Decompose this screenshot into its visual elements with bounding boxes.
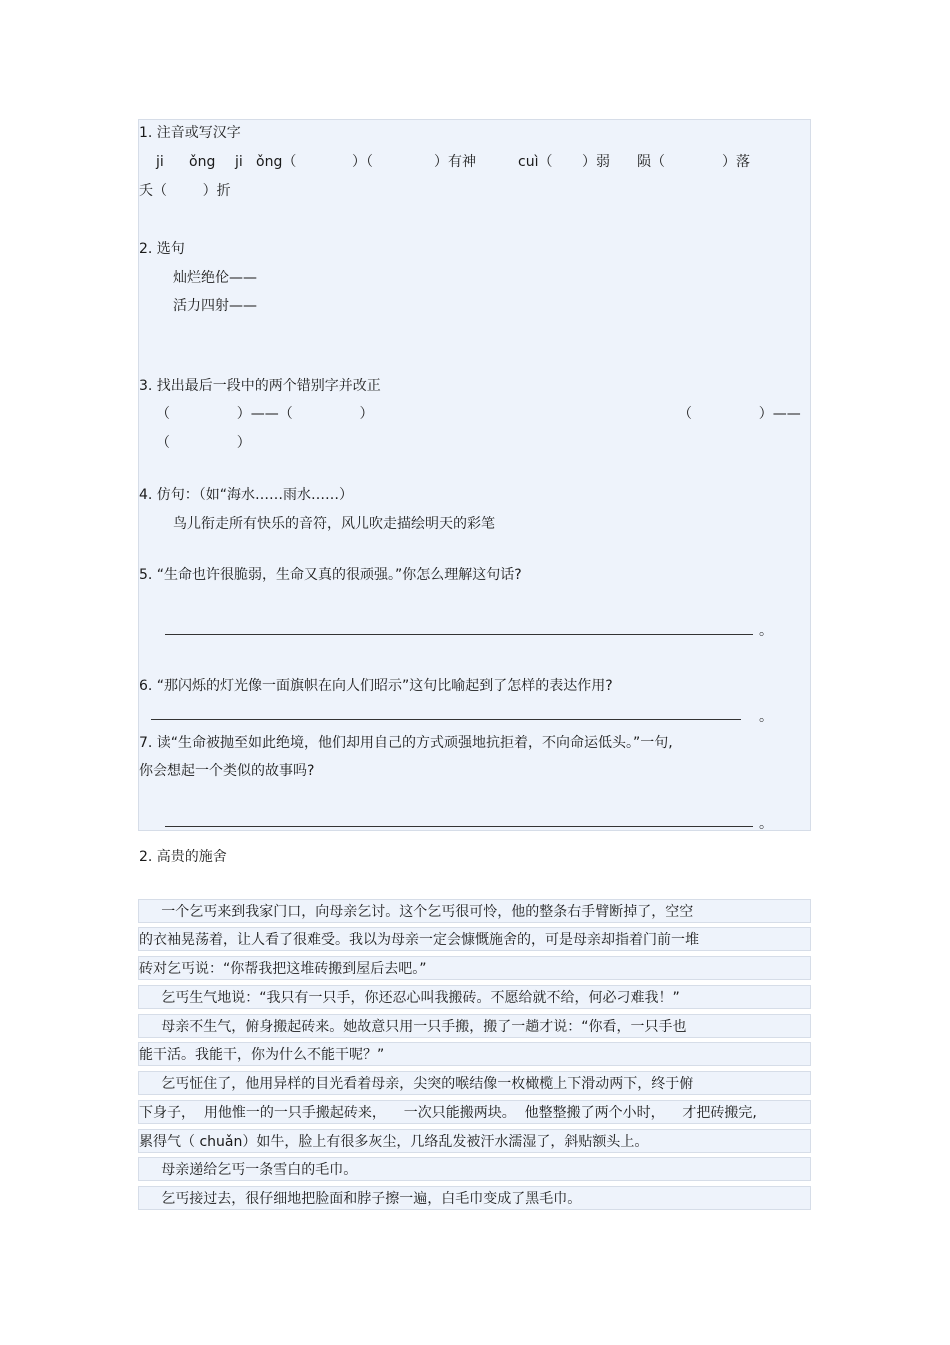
q6-period: 。 [759, 709, 773, 725]
story-line-text: 下身子， 用他惟一的一只手搬起砖来， 一次只能搬两块。 他整整搬了两个小时， 才把砖搬完, [139, 1105, 757, 1121]
story-line-text: 乞丐接过去，很仔细地把脸面和脖子擦一遍，白毛巾变成了黑毛巾。 [139, 1191, 582, 1207]
q1-word-1: ）有神 [434, 154, 476, 170]
q2-item-2: 活力四射—— [173, 298, 257, 314]
q2-title: 2. 选句 [139, 241, 185, 257]
story-line-text: 母亲不生气，俯身搬起砖来。她故意只用一只手搬，搬了一趟才说：“你看，一只手也 [139, 1019, 687, 1035]
q3-blank-third: （ ） [156, 435, 251, 451]
story-line [138, 1014, 811, 1038]
story-line-text: 累得气（ chuǎn）如牛，脸上有很多灰尘，几络乱发被汗水濡湿了，斜贴额头上。 [139, 1134, 649, 1150]
story-line [138, 1186, 811, 1210]
q2-item-1: 灿烂绝伦—— [173, 270, 257, 286]
story-line [138, 1100, 811, 1124]
q1-word-4: ）落 [722, 154, 750, 170]
q3-title: 3. 找出最后一段中的两个错别字并改正 [139, 378, 381, 394]
story-line-text: 的衣袖晃荡着，让人看了很难受。我以为母亲一定会慷慨施舍的，可是母亲却指着门前一堆 [139, 932, 699, 948]
story-line [138, 1129, 811, 1153]
story-line [138, 927, 811, 951]
q1-pinyin-3: ji [235, 154, 243, 170]
story-line-text: 砖对乞丐说：“你帮我把这堆砖搬到屋后去吧。” [139, 961, 427, 977]
q1-pinyin-4: ǒng（ [256, 154, 297, 170]
q1-pinyin-2: ǒng [189, 154, 216, 170]
q1-pinyin-1: ji [156, 154, 164, 170]
q1-pinyin-5: cuì（ [518, 154, 553, 170]
q3-blank-left: （ ）——（ ） [156, 406, 374, 422]
story-line [138, 1071, 811, 1095]
q1-title: 1. 注音或写汉字 [139, 125, 241, 141]
story-line [138, 985, 811, 1009]
q7-answer-line [165, 826, 753, 827]
q3-blank-right: （ ）—— [678, 406, 801, 422]
story-title: 2. 高贵的施舍 [139, 849, 227, 865]
story-line [138, 1042, 811, 1066]
q1-word-3: 陨（ [637, 154, 665, 170]
q5-period: 。 [759, 623, 773, 639]
story-line [138, 899, 811, 923]
story-line-text: 母亲递给乞丐一条雪白的毛巾。 [139, 1162, 358, 1178]
q1-line2: 夭（ ）折 [139, 183, 231, 199]
story-line-text: 乞丐生气地说：“我只有一只手，你还忍心叫我搬砖。不愿给就不给，何必刁难我！” [139, 990, 680, 1006]
q4-text: 鸟儿衔走所有快乐的音符，风儿吹走描绘明天的彩笔 [173, 516, 495, 532]
q4-title: 4. 仿句：（如“海水……雨水……） [139, 487, 354, 503]
q5-answer-line [165, 634, 753, 635]
q6-answer-line [151, 719, 741, 720]
q1-blank-2: ）（ [352, 154, 373, 170]
story-line-text: 一个乞丐来到我家门口，向母亲乞讨。这个乞丐很可怜，他的整条右手臂断掉了，空空 [139, 904, 694, 920]
q1-word-2: ）弱 [582, 154, 610, 170]
exercise-panel [138, 119, 811, 831]
q7-period: 。 [759, 816, 773, 832]
story-line-text: 乞丐怔住了，他用异样的目光看着母亲，尖突的喉结像一枚橄榄上下滑动两下，终于俯 [139, 1076, 694, 1092]
q7-line2: 你会想起一个类似的故事吗? [139, 763, 315, 779]
q5-title: 5. “生命也许很脆弱，生命又真的很顽强。”你怎么理解这句话? [139, 567, 522, 583]
story-line [138, 1157, 811, 1181]
story-line [138, 956, 811, 980]
story-line-text: 能干活。我能干，你为什么不能干呢？” [139, 1047, 385, 1063]
q6-title: 6. “那闪烁的灯光像一面旗帜在向人们昭示”这句比喻起到了怎样的表达作用? [139, 678, 613, 694]
q7-line1: 7. 读“生命被抛至如此绝境，他们却用自己的方式顽强地抗拒着，不向命运低头。”一句, [139, 735, 673, 751]
